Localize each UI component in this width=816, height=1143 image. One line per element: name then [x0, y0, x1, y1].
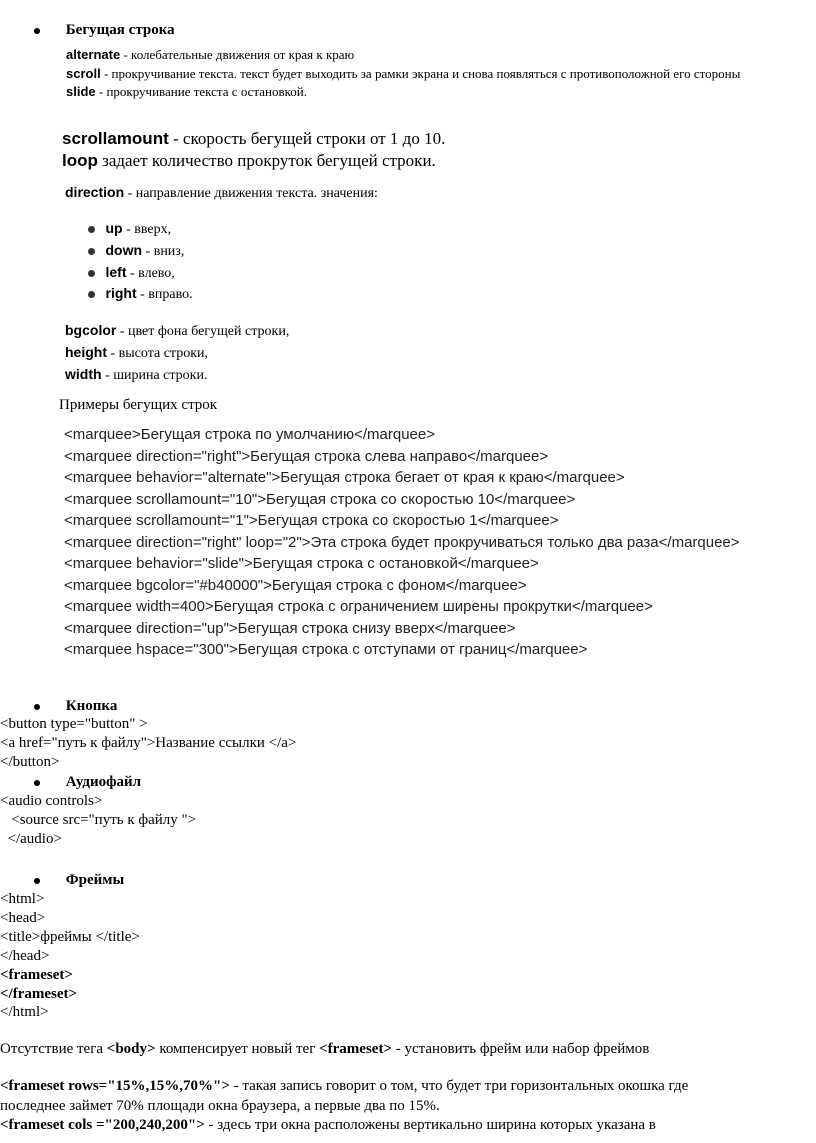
code-line: <audio controls>	[0, 793, 103, 809]
rows-note: <frameset rows="15%,15%,70%"> - такая запись говорит о том, что будет три горизонтальных окошка где	[0, 1078, 689, 1094]
example-line: <marquee>Бегущая строка по умолчанию</marquee>	[64, 426, 435, 443]
example-line: <marquee direction="right">Бегущая строка слева направо</marquee>	[64, 448, 549, 465]
example-line: <marquee bgcolor="#b40000">Бегущая строка с фоном</marquee>	[64, 577, 527, 594]
bullet-dot-icon	[34, 780, 40, 786]
example-line: <marquee behavior="alternate">Бегущая строка бегает от края к краю</marquee>	[64, 469, 625, 486]
section-title-button: Кнопка	[65, 698, 118, 714]
example-line: <marquee scrollamount="10">Бегущая строка со скоростью 10</marquee>	[64, 491, 576, 508]
example-line: <marquee scrollamount="1">Бегущая строка со скоростью 1</marquee>	[64, 512, 559, 529]
direction-value-up: up - вверх,	[88, 220, 171, 238]
behavior-item-slide: slide - прокручивание текста с остановкой.	[66, 84, 307, 99]
bullet-dot-icon	[34, 878, 40, 884]
direction-value-down: down - вниз,	[88, 242, 184, 260]
behavior-item-scroll: scroll - прокручивание текста. текст будет выходить за рамки экрана и снова появляться с противоположной его стороны	[66, 66, 741, 81]
section-title-frames: Фреймы	[65, 872, 125, 888]
code-line: <title>фреймы </title>	[0, 929, 140, 945]
code-line: </html>	[0, 1004, 49, 1020]
section-title-marquee: Бегущая строка	[65, 22, 175, 38]
code-line: <html>	[0, 891, 45, 907]
bullet-audio	[34, 774, 141, 791]
code-line-bold: <frameset>	[0, 967, 73, 983]
code-line: <head>	[0, 910, 46, 926]
bullet-dot-icon	[34, 28, 40, 34]
code-line: </head>	[0, 948, 50, 964]
bullet-dot-icon	[88, 248, 95, 255]
cols-note: <frameset cols ="200,240,200"> - здесь три окна расположены вертикально ширина которых указана в	[0, 1117, 656, 1133]
bullet-dot-icon	[34, 704, 40, 710]
section-title-audio: Аудиофайл	[65, 774, 142, 790]
prop-direction: direction - направление движения текста. значения:	[65, 184, 378, 201]
example-line: <marquee direction="up">Бегущая строка снизу вверх</marquee>	[64, 620, 516, 637]
rows-note-cont: последнее займет 70% площади окна браузера, а первые два по 15%.	[0, 1098, 440, 1114]
code-line: </button>	[0, 754, 60, 770]
behavior-item-alternate: alternate - колебательные движения от края к краю	[66, 47, 355, 62]
code-line: </audio>	[0, 831, 62, 847]
prop-height: height - высота строки,	[65, 344, 209, 361]
code-line-bold: </frameset>	[0, 986, 78, 1002]
direction-value-right: right - вправо.	[88, 285, 193, 303]
bullet-marquee	[34, 22, 175, 39]
prop-loop: loop задает количество прокруток бегущей строки.	[62, 151, 436, 170]
code-line: <a href="путь к файлу">Название ссылки </a>	[0, 735, 297, 751]
frameset-note: Отсутствие тега <body> компенсирует новый тег <frameset> - установить фрейм или набор фреймов	[0, 1041, 650, 1057]
example-line: <marquee behavior="slide">Бегущая строка с остановкой</marquee>	[64, 555, 539, 572]
code-line: <source src="путь к файлу ">	[0, 812, 197, 828]
example-line: <marquee direction="right" loop="2">Эта строка будет прокручиваться только два раза</marquee>	[64, 534, 740, 551]
example-line: <marquee hspace="300">Бегущая строка с отступами от границ</marquee>	[64, 641, 588, 658]
code-line: <button type="button" >	[0, 716, 148, 732]
bullet-button	[34, 698, 117, 715]
example-line: <marquee width=400>Бегущая строка с ограничением ширены прокрутки</marquee>	[64, 598, 653, 615]
direction-value-left: left - влево,	[88, 264, 175, 282]
bullet-dot-icon	[88, 291, 95, 298]
bullet-dot-icon	[88, 270, 95, 277]
bullet-frames	[34, 872, 124, 889]
prop-bgcolor: bgcolor - цвет фона бегущей строки,	[65, 322, 290, 339]
bullet-dot-icon	[88, 226, 95, 233]
prop-scrollamount: scrollamount - скорость бегущей строки от 1 до 10.	[62, 129, 446, 148]
prop-width: width - ширина строки.	[65, 366, 208, 383]
examples-title: Примеры бегущих строк	[59, 397, 218, 413]
